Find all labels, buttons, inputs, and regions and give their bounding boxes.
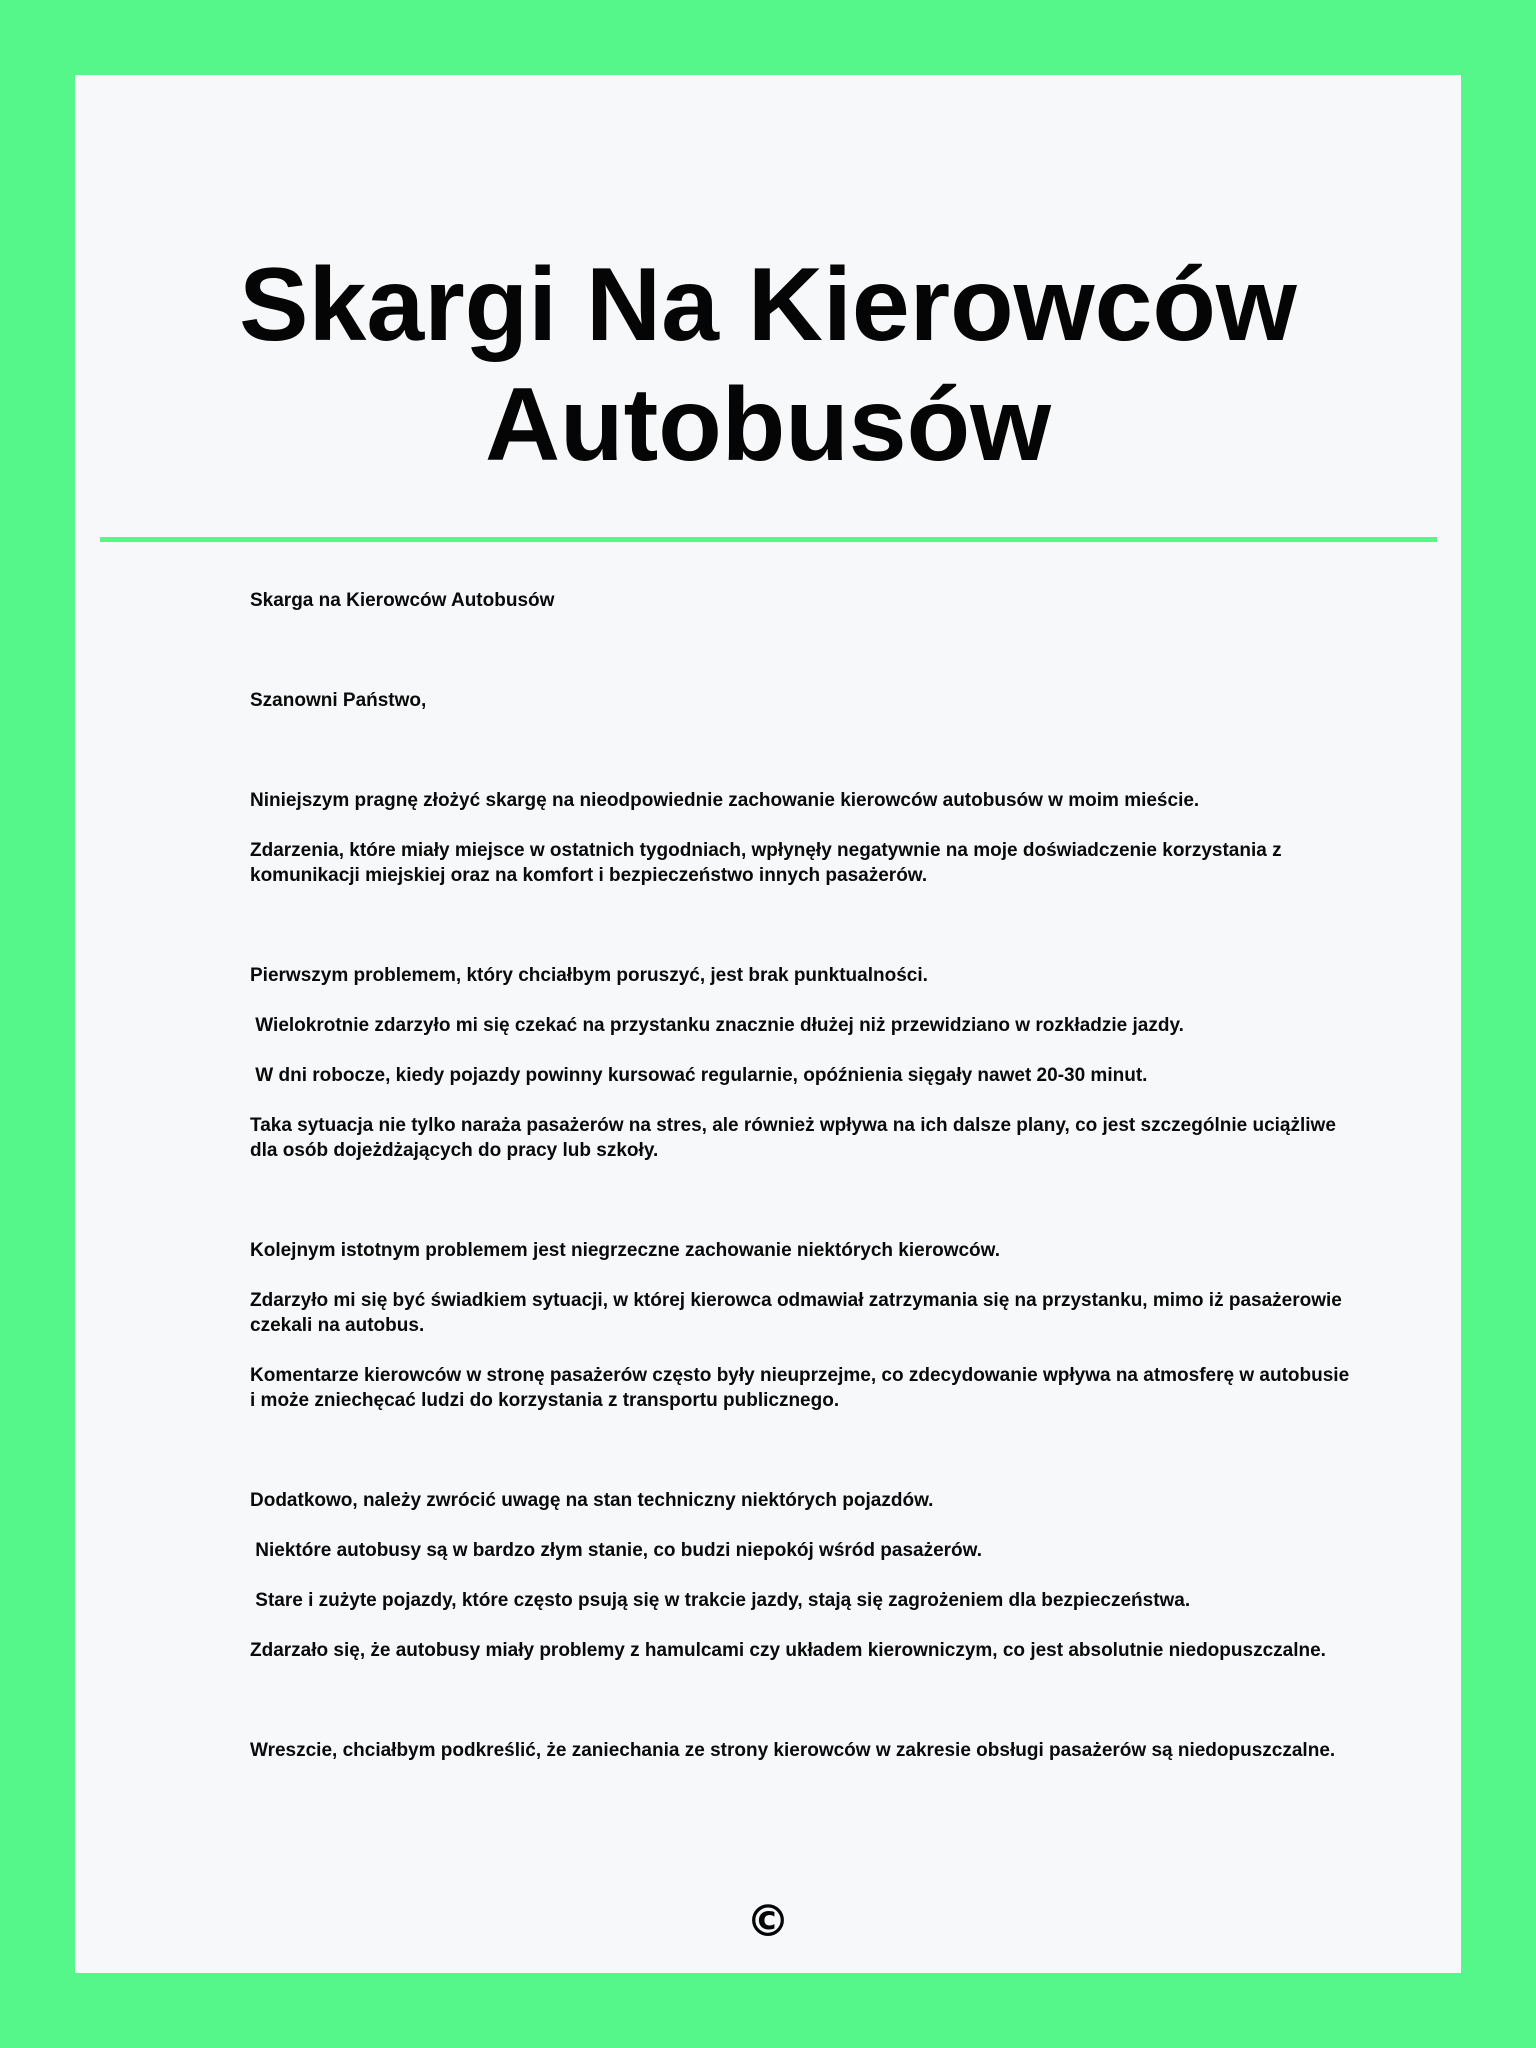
paragraph: Kolejnym istotnym problemem jest niegrzeczne zachowanie niektórych kierowców. xyxy=(250,1240,1000,1261)
paragraph: Wreszcie, chciałbym podkreślić, że zaniechania ze strony kierowców w zakresie obsługi pasażerów są niedopuszczalne. xyxy=(250,1740,1336,1761)
paragraph: Wielokrotnie zdarzyło mi się czekać na przystanku znacznie dłużej niż przewidziano w rozkładzie jazdy. xyxy=(250,1015,1184,1036)
paragraph: Niniejszym pragnę złożyć skargę na nieodpowiednie zachowanie kierowców autobusów w moim mieście. xyxy=(250,790,1200,811)
paragraph: Zdarzyło mi się być świadkiem sytuacji, w której kierowca odmawiał zatrzymania się na przystanku, mimo iż pasażerowie czekali na autobus. xyxy=(250,1290,1348,1336)
paragraph: Zdarzenia, które miały miejsce w ostatnich tygodniach, wpłynęły negatywnie na moje doświadczenie korzystania z komunikacji miejskiej oraz na komfort i bezpieczeństwo innych pasażerów. xyxy=(250,840,1287,886)
paragraph: Zdarzało się, że autobusy miały problemy z hamulcami czy układem kierowniczym, co jest absolutnie niedopuszczalne. xyxy=(250,1640,1326,1661)
page-title: Skargi Na Kierowców Autobusów xyxy=(239,247,1297,483)
paragraph: W dni robocze, kiedy pojazdy powinny kursować regularnie, opóźnienia sięgały nawet 20-30 minut. xyxy=(250,1065,1148,1086)
paragraph: Stare i zużyte pojazdy, które często psują się w trakcie jazdy, stają się zagrożeniem dla bezpieczeństwa. xyxy=(250,1590,1191,1611)
paragraph: Niektóre autobusy są w bardzo złym stanie, co budzi niepokój wśród pasażerów. xyxy=(250,1540,983,1561)
paragraph: Dodatkowo, należy zwrócić uwagę na stan techniczny niektórych pojazdów. xyxy=(250,1490,934,1511)
letter-heading: Skarga na Kierowców Autobusów xyxy=(250,590,555,611)
copyright-icon: © xyxy=(746,1896,790,1947)
document-page xyxy=(75,75,1461,1973)
title-divider xyxy=(100,537,1437,542)
paragraph: Komentarze kierowców w stronę pasażerów często były nieuprzejme, co zdecydowanie wpływa na atmosferę w autobusie i może zniechęcać ludzi do korzystania z transportu publicznego. xyxy=(250,1365,1355,1411)
paragraph: Pierwszym problemem, który chciałbym poruszyć, jest brak punktualności. xyxy=(250,965,928,986)
letter-body xyxy=(250,588,1355,1763)
paragraph: Taka sytuacja nie tylko naraża pasażerów na stres, ale również wpływa na ich dalsze plany, co jest szczególnie uciążliwe dla osób dojeżdżających do pracy lub szkoły. xyxy=(250,1115,1342,1161)
letter-greeting: Szanowni Państwo, xyxy=(250,690,427,711)
